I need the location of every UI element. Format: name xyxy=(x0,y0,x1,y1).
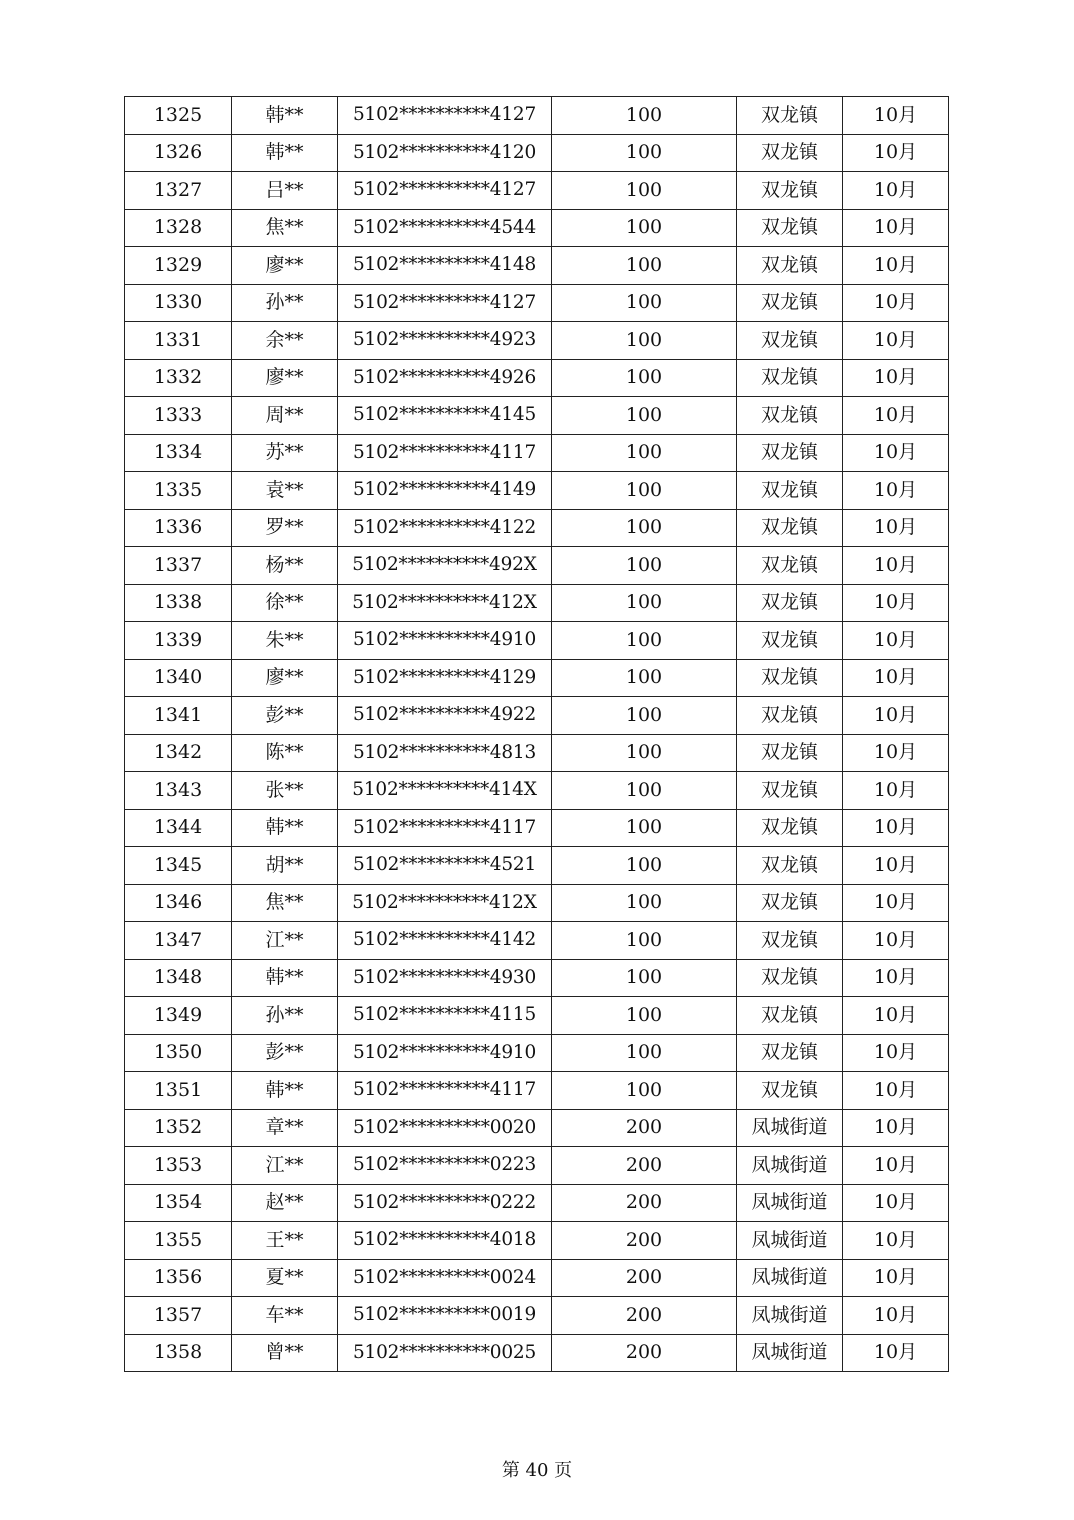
amount-cell: 100 xyxy=(552,922,737,960)
row-number-cell: 1358 xyxy=(125,1334,232,1372)
id-number-cell: 5102**********4145 xyxy=(338,397,552,435)
town-cell: 双龙镇 xyxy=(737,172,843,210)
table-row xyxy=(125,209,949,247)
town-cell: 双龙镇 xyxy=(737,284,843,322)
amount-cell: 100 xyxy=(552,959,737,997)
row-number-cell: 1349 xyxy=(125,997,232,1035)
name-cell: 韩** xyxy=(232,959,338,997)
month-cell: 10月 xyxy=(843,697,949,735)
id-number-cell: 5102**********4120 xyxy=(338,134,552,172)
name-cell: 周** xyxy=(232,397,338,435)
month-cell: 10月 xyxy=(843,847,949,885)
town-cell: 双龙镇 xyxy=(737,1072,843,1110)
row-number-cell: 1343 xyxy=(125,772,232,810)
amount-cell: 100 xyxy=(552,134,737,172)
town-cell: 双龙镇 xyxy=(737,659,843,697)
row-number-cell: 1334 xyxy=(125,434,232,472)
town-cell: 双龙镇 xyxy=(737,997,843,1035)
id-number-cell: 5102**********4148 xyxy=(338,247,552,285)
records-table xyxy=(124,96,949,1372)
month-cell: 10月 xyxy=(843,172,949,210)
name-cell: 廖** xyxy=(232,359,338,397)
amount-cell: 100 xyxy=(552,547,737,585)
town-cell: 凤城街道 xyxy=(737,1109,843,1147)
row-number-cell: 1336 xyxy=(125,509,232,547)
month-cell: 10月 xyxy=(843,734,949,772)
table-row xyxy=(125,1034,949,1072)
row-number-cell: 1327 xyxy=(125,172,232,210)
table-row xyxy=(125,772,949,810)
row-number-cell: 1350 xyxy=(125,1034,232,1072)
id-number-cell: 5102**********4117 xyxy=(338,1072,552,1110)
amount-cell: 100 xyxy=(552,772,737,810)
month-cell: 10月 xyxy=(843,134,949,172)
town-cell: 双龙镇 xyxy=(737,472,843,510)
name-cell: 陈** xyxy=(232,734,338,772)
row-number-cell: 1329 xyxy=(125,247,232,285)
id-number-cell: 5102**********4910 xyxy=(338,622,552,660)
row-number-cell: 1330 xyxy=(125,284,232,322)
amount-cell: 200 xyxy=(552,1259,737,1297)
month-cell: 10月 xyxy=(843,397,949,435)
table-row xyxy=(125,697,949,735)
month-cell: 10月 xyxy=(843,584,949,622)
name-cell: 孙** xyxy=(232,997,338,1035)
row-number-cell: 1341 xyxy=(125,697,232,735)
town-cell: 双龙镇 xyxy=(737,622,843,660)
row-number-cell: 1338 xyxy=(125,584,232,622)
month-cell: 10月 xyxy=(843,659,949,697)
town-cell: 双龙镇 xyxy=(737,97,843,135)
name-cell: 朱** xyxy=(232,622,338,660)
town-cell: 双龙镇 xyxy=(737,922,843,960)
month-cell: 10月 xyxy=(843,809,949,847)
row-number-cell: 1347 xyxy=(125,922,232,960)
month-cell: 10月 xyxy=(843,1184,949,1222)
name-cell: 韩** xyxy=(232,809,338,847)
amount-cell: 100 xyxy=(552,847,737,885)
row-number-cell: 1325 xyxy=(125,97,232,135)
amount-cell: 100 xyxy=(552,434,737,472)
amount-cell: 200 xyxy=(552,1147,737,1185)
id-number-cell: 5102**********4122 xyxy=(338,509,552,547)
table-row xyxy=(125,547,949,585)
row-number-cell: 1344 xyxy=(125,809,232,847)
name-cell: 车** xyxy=(232,1297,338,1335)
month-cell: 10月 xyxy=(843,359,949,397)
table-row xyxy=(125,172,949,210)
row-number-cell: 1332 xyxy=(125,359,232,397)
name-cell: 张** xyxy=(232,772,338,810)
id-number-cell: 5102**********412X xyxy=(338,584,552,622)
id-number-cell: 5102**********4923 xyxy=(338,322,552,360)
month-cell: 10月 xyxy=(843,247,949,285)
id-number-cell: 5102**********4149 xyxy=(338,472,552,510)
town-cell: 双龙镇 xyxy=(737,1034,843,1072)
table-row xyxy=(125,1184,949,1222)
month-cell: 10月 xyxy=(843,509,949,547)
name-cell: 江** xyxy=(232,922,338,960)
town-cell: 双龙镇 xyxy=(737,209,843,247)
amount-cell: 100 xyxy=(552,884,737,922)
table-row xyxy=(125,884,949,922)
town-cell: 凤城街道 xyxy=(737,1297,843,1335)
row-number-cell: 1331 xyxy=(125,322,232,360)
amount-cell: 100 xyxy=(552,509,737,547)
name-cell: 廖** xyxy=(232,247,338,285)
table-row xyxy=(125,472,949,510)
table-row xyxy=(125,959,949,997)
amount-cell: 200 xyxy=(552,1109,737,1147)
row-number-cell: 1357 xyxy=(125,1297,232,1335)
town-cell: 双龙镇 xyxy=(737,734,843,772)
month-cell: 10月 xyxy=(843,1259,949,1297)
id-number-cell: 5102**********4930 xyxy=(338,959,552,997)
town-cell: 双龙镇 xyxy=(737,884,843,922)
name-cell: 罗** xyxy=(232,509,338,547)
amount-cell: 100 xyxy=(552,97,737,135)
name-cell: 胡** xyxy=(232,847,338,885)
name-cell: 余** xyxy=(232,322,338,360)
month-cell: 10月 xyxy=(843,1297,949,1335)
table-row xyxy=(125,622,949,660)
town-cell: 双龙镇 xyxy=(737,959,843,997)
amount-cell: 100 xyxy=(552,359,737,397)
amount-cell: 100 xyxy=(552,622,737,660)
month-cell: 10月 xyxy=(843,1109,949,1147)
town-cell: 双龙镇 xyxy=(737,359,843,397)
table-row xyxy=(125,922,949,960)
name-cell: 吕** xyxy=(232,172,338,210)
row-number-cell: 1335 xyxy=(125,472,232,510)
amount-cell: 100 xyxy=(552,1072,737,1110)
name-cell: 王** xyxy=(232,1222,338,1260)
table-row xyxy=(125,322,949,360)
town-cell: 双龙镇 xyxy=(737,434,843,472)
month-cell: 10月 xyxy=(843,547,949,585)
month-cell: 10月 xyxy=(843,884,949,922)
table-row xyxy=(125,1297,949,1335)
table-row xyxy=(125,997,949,1035)
name-cell: 苏** xyxy=(232,434,338,472)
amount-cell: 100 xyxy=(552,284,737,322)
month-cell: 10月 xyxy=(843,1147,949,1185)
row-number-cell: 1353 xyxy=(125,1147,232,1185)
row-number-cell: 1328 xyxy=(125,209,232,247)
table-row xyxy=(125,659,949,697)
id-number-cell: 5102**********0222 xyxy=(338,1184,552,1222)
town-cell: 双龙镇 xyxy=(737,247,843,285)
month-cell: 10月 xyxy=(843,1334,949,1372)
id-number-cell: 5102**********4922 xyxy=(338,697,552,735)
table-row xyxy=(125,134,949,172)
id-number-cell: 5102**********4544 xyxy=(338,209,552,247)
amount-cell: 200 xyxy=(552,1334,737,1372)
town-cell: 双龙镇 xyxy=(737,134,843,172)
table-row xyxy=(125,847,949,885)
table-row xyxy=(125,1072,949,1110)
amount-cell: 100 xyxy=(552,209,737,247)
table-row xyxy=(125,1222,949,1260)
name-cell: 江** xyxy=(232,1147,338,1185)
name-cell: 徐** xyxy=(232,584,338,622)
amount-cell: 100 xyxy=(552,172,737,210)
row-number-cell: 1333 xyxy=(125,397,232,435)
town-cell: 双龙镇 xyxy=(737,397,843,435)
row-number-cell: 1340 xyxy=(125,659,232,697)
amount-cell: 200 xyxy=(552,1222,737,1260)
name-cell: 夏** xyxy=(232,1259,338,1297)
amount-cell: 100 xyxy=(552,997,737,1035)
amount-cell: 100 xyxy=(552,584,737,622)
month-cell: 10月 xyxy=(843,97,949,135)
month-cell: 10月 xyxy=(843,284,949,322)
amount-cell: 100 xyxy=(552,697,737,735)
id-number-cell: 5102**********4926 xyxy=(338,359,552,397)
table-row xyxy=(125,1147,949,1185)
name-cell: 彭** xyxy=(232,1034,338,1072)
row-number-cell: 1355 xyxy=(125,1222,232,1260)
records-table-container xyxy=(124,96,948,1372)
id-number-cell: 5102**********0020 xyxy=(338,1109,552,1147)
row-number-cell: 1351 xyxy=(125,1072,232,1110)
town-cell: 凤城街道 xyxy=(737,1147,843,1185)
town-cell: 双龙镇 xyxy=(737,509,843,547)
town-cell: 凤城街道 xyxy=(737,1334,843,1372)
table-row xyxy=(125,97,949,135)
amount-cell: 200 xyxy=(552,1297,737,1335)
id-number-cell: 5102**********0223 xyxy=(338,1147,552,1185)
row-number-cell: 1356 xyxy=(125,1259,232,1297)
month-cell: 10月 xyxy=(843,434,949,472)
name-cell: 焦** xyxy=(232,209,338,247)
month-cell: 10月 xyxy=(843,472,949,510)
name-cell: 焦** xyxy=(232,884,338,922)
town-cell: 凤城街道 xyxy=(737,1184,843,1222)
name-cell: 廖** xyxy=(232,659,338,697)
name-cell: 袁** xyxy=(232,472,338,510)
row-number-cell: 1354 xyxy=(125,1184,232,1222)
town-cell: 双龙镇 xyxy=(737,322,843,360)
id-number-cell: 5102**********4910 xyxy=(338,1034,552,1072)
id-number-cell: 5102**********4117 xyxy=(338,434,552,472)
id-number-cell: 5102**********4813 xyxy=(338,734,552,772)
month-cell: 10月 xyxy=(843,209,949,247)
town-cell: 双龙镇 xyxy=(737,809,843,847)
id-number-cell: 5102**********4115 xyxy=(338,997,552,1035)
row-number-cell: 1348 xyxy=(125,959,232,997)
month-cell: 10月 xyxy=(843,997,949,1035)
page-number: 第 40 页 xyxy=(501,1460,573,1481)
id-number-cell: 5102**********4117 xyxy=(338,809,552,847)
town-cell: 双龙镇 xyxy=(737,547,843,585)
month-cell: 10月 xyxy=(843,772,949,810)
row-number-cell: 1326 xyxy=(125,134,232,172)
town-cell: 双龙镇 xyxy=(737,584,843,622)
amount-cell: 100 xyxy=(552,734,737,772)
records-table-body xyxy=(125,97,949,1372)
id-number-cell: 5102**********4521 xyxy=(338,847,552,885)
amount-cell: 100 xyxy=(552,322,737,360)
id-number-cell: 5102**********4127 xyxy=(338,284,552,322)
id-number-cell: 5102**********4142 xyxy=(338,922,552,960)
month-cell: 10月 xyxy=(843,959,949,997)
table-row xyxy=(125,734,949,772)
row-number-cell: 1339 xyxy=(125,622,232,660)
id-number-cell: 5102**********412X xyxy=(338,884,552,922)
table-row xyxy=(125,1259,949,1297)
amount-cell: 100 xyxy=(552,397,737,435)
name-cell: 孙** xyxy=(232,284,338,322)
table-row xyxy=(125,509,949,547)
table-row xyxy=(125,247,949,285)
month-cell: 10月 xyxy=(843,1072,949,1110)
amount-cell: 100 xyxy=(552,659,737,697)
name-cell: 杨** xyxy=(232,547,338,585)
town-cell: 双龙镇 xyxy=(737,697,843,735)
month-cell: 10月 xyxy=(843,1034,949,1072)
id-number-cell: 5102**********414X xyxy=(338,772,552,810)
month-cell: 10月 xyxy=(843,1222,949,1260)
table-row xyxy=(125,434,949,472)
amount-cell: 200 xyxy=(552,1184,737,1222)
id-number-cell: 5102**********0024 xyxy=(338,1259,552,1297)
month-cell: 10月 xyxy=(843,322,949,360)
row-number-cell: 1337 xyxy=(125,547,232,585)
amount-cell: 100 xyxy=(552,247,737,285)
table-row xyxy=(125,1109,949,1147)
id-number-cell: 5102**********0019 xyxy=(338,1297,552,1335)
id-number-cell: 5102**********492X xyxy=(338,547,552,585)
id-number-cell: 5102**********4018 xyxy=(338,1222,552,1260)
id-number-cell: 5102**********4129 xyxy=(338,659,552,697)
name-cell: 曾** xyxy=(232,1334,338,1372)
town-cell: 双龙镇 xyxy=(737,772,843,810)
name-cell: 韩** xyxy=(232,1072,338,1110)
table-row xyxy=(125,1334,949,1372)
id-number-cell: 5102**********4127 xyxy=(338,97,552,135)
id-number-cell: 5102**********0025 xyxy=(338,1334,552,1372)
month-cell: 10月 xyxy=(843,922,949,960)
town-cell: 双龙镇 xyxy=(737,847,843,885)
town-cell: 凤城街道 xyxy=(737,1259,843,1297)
table-row xyxy=(125,397,949,435)
row-number-cell: 1346 xyxy=(125,884,232,922)
name-cell: 章** xyxy=(232,1109,338,1147)
name-cell: 韩** xyxy=(232,134,338,172)
id-number-cell: 5102**********4127 xyxy=(338,172,552,210)
table-row xyxy=(125,284,949,322)
row-number-cell: 1352 xyxy=(125,1109,232,1147)
row-number-cell: 1342 xyxy=(125,734,232,772)
amount-cell: 100 xyxy=(552,472,737,510)
table-row xyxy=(125,584,949,622)
month-cell: 10月 xyxy=(843,622,949,660)
table-row xyxy=(125,359,949,397)
amount-cell: 100 xyxy=(552,1034,737,1072)
amount-cell: 100 xyxy=(552,809,737,847)
table-row xyxy=(125,809,949,847)
name-cell: 赵** xyxy=(232,1184,338,1222)
row-number-cell: 1345 xyxy=(125,847,232,885)
name-cell: 韩** xyxy=(232,97,338,135)
name-cell: 彭** xyxy=(232,697,338,735)
town-cell: 凤城街道 xyxy=(737,1222,843,1260)
